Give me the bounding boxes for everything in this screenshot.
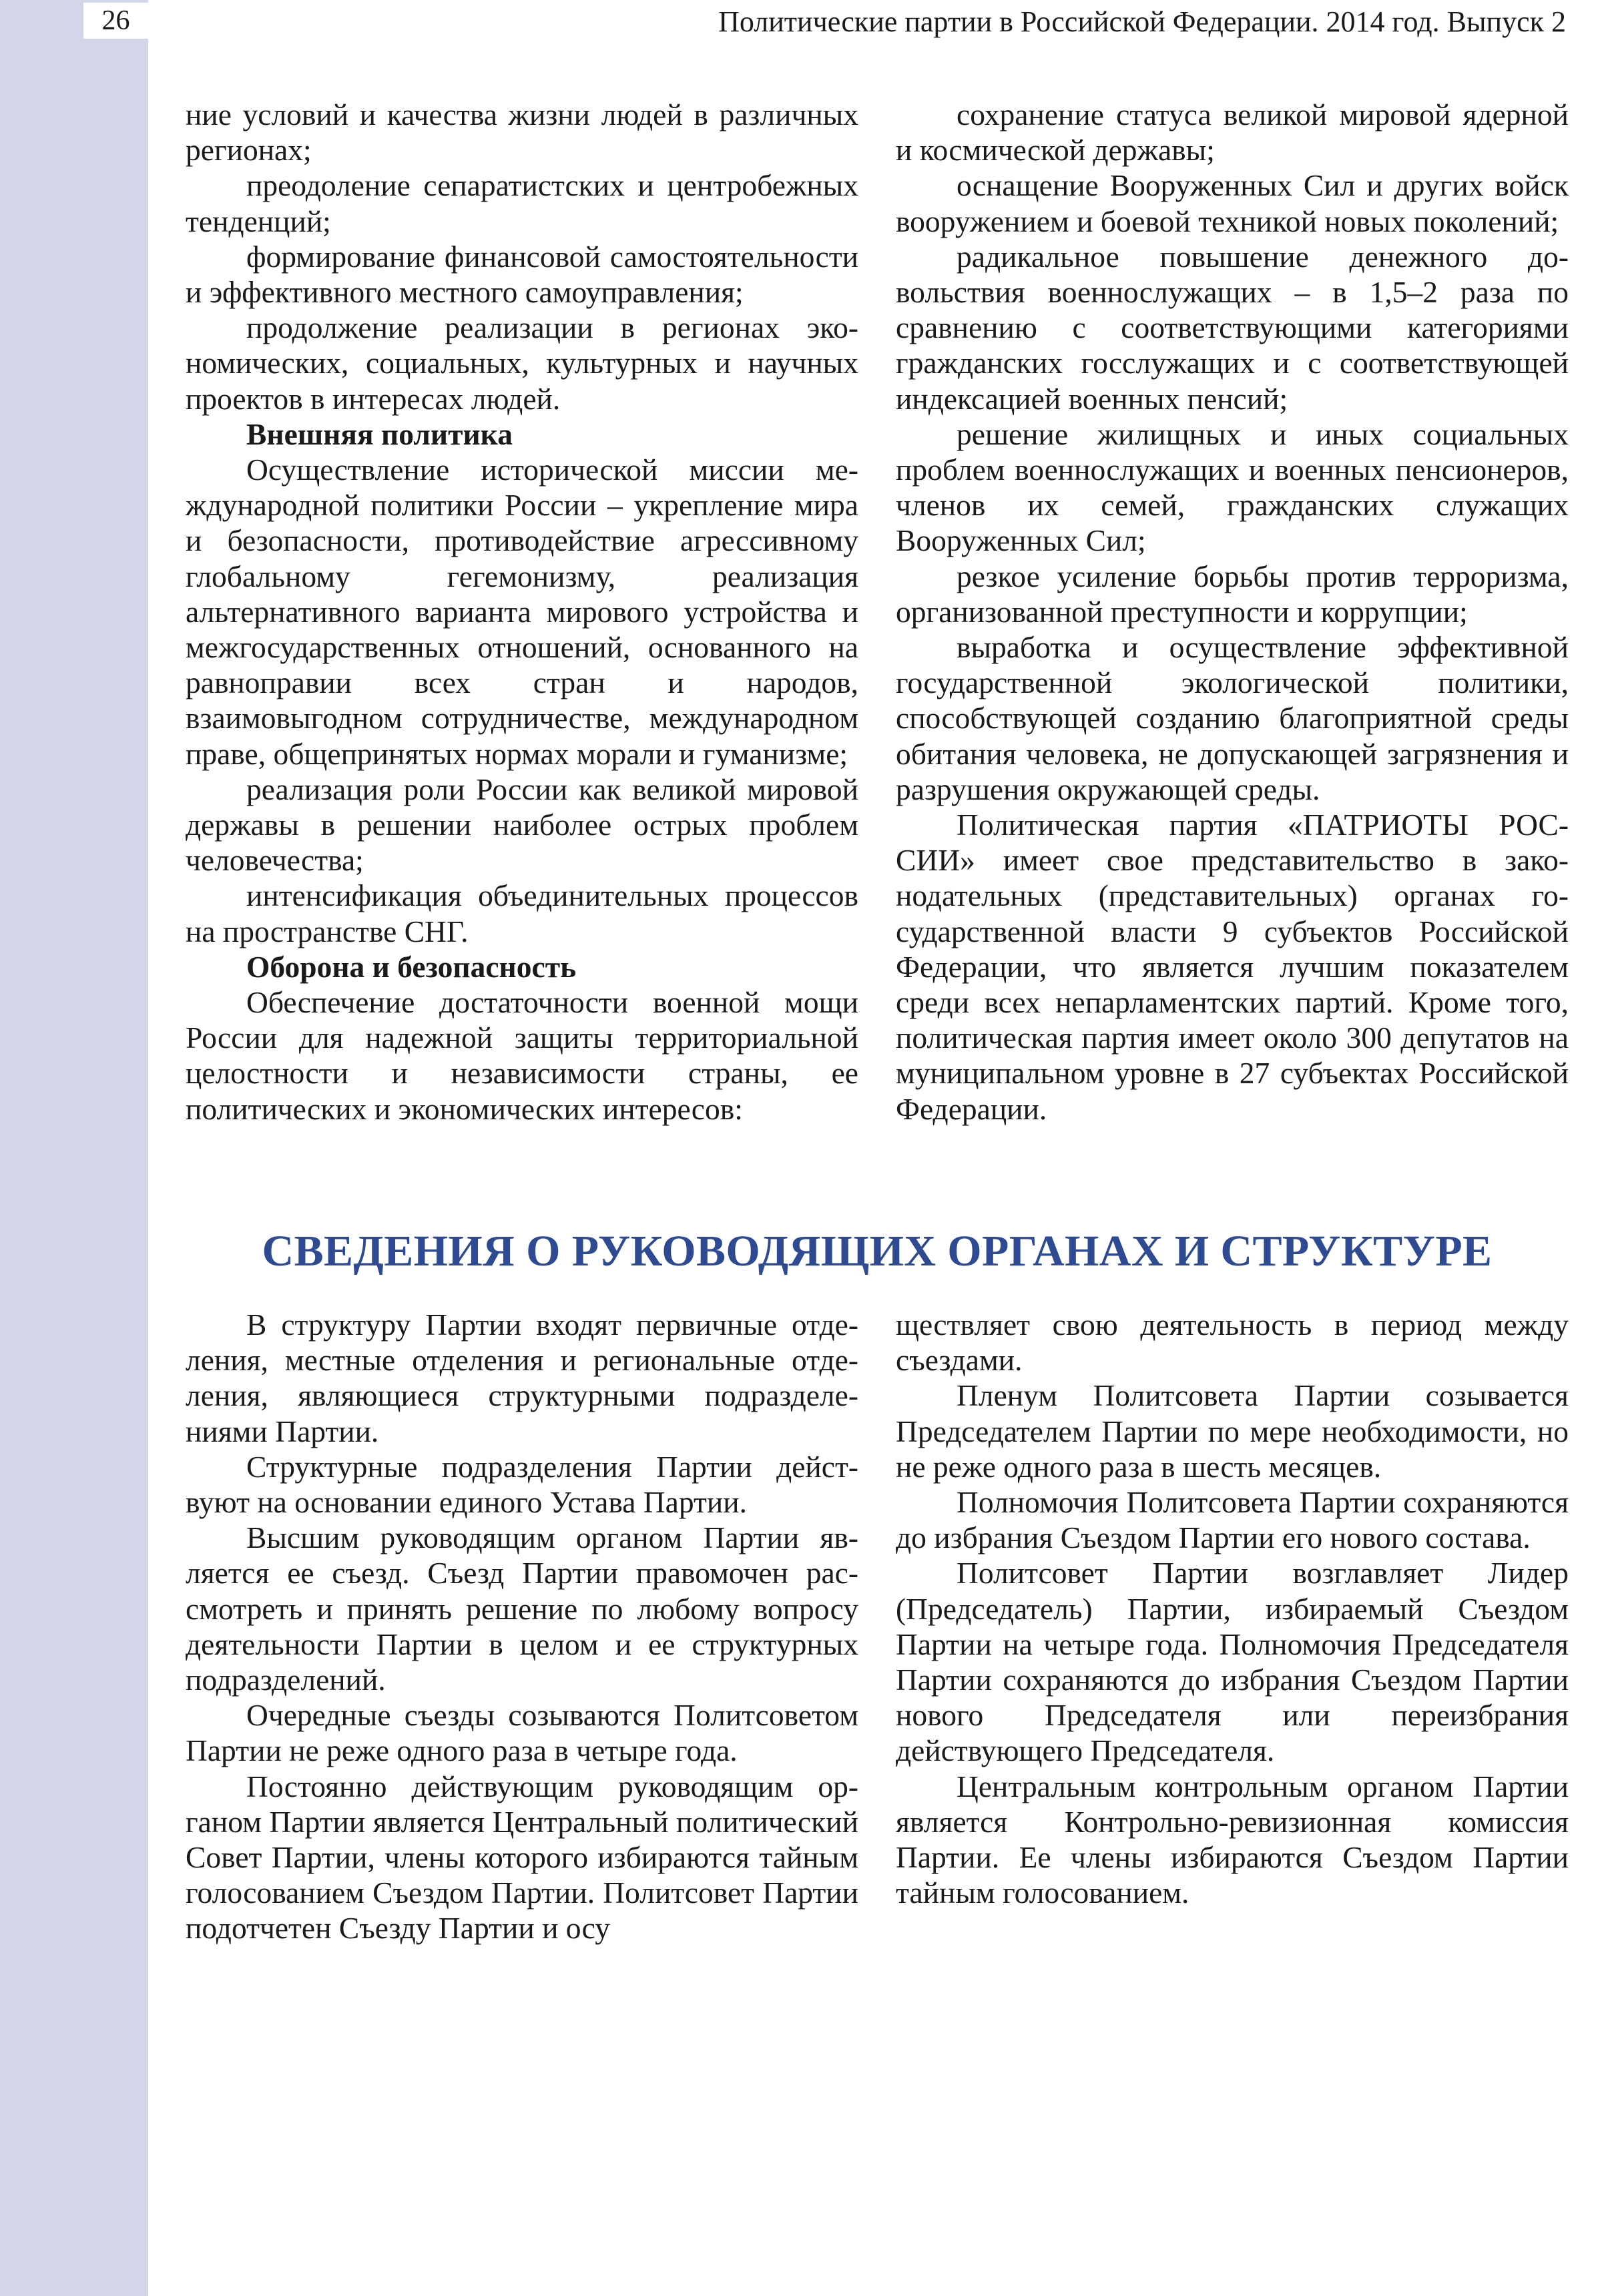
paragraph: ние условий и качества жизни людей в различных регионах; (186, 97, 858, 168)
paragraph: реализация роли России как великой мировой державы в решении наиболее острых проблем человечества; (186, 772, 858, 878)
paragraph: решение жилищных и иных социальных проблем военнослужащих и военных пенсионеров, членов их семей, гражданских служащих Вооруженных Сил; (896, 416, 1569, 558)
page-number: 26 (83, 3, 148, 39)
paragraph: Политсовет Партии возглавляет Лидер (Председатель) Партии, избираемый Съездом Партии на четыре года. Полномочия Председателя Партии сохраняются до избрания Съездом Партии нового Председателя или переизбрания действующего Председателя. (896, 1556, 1569, 1768)
paragraph: ществляет свою деятельность в период между съездами. (896, 1308, 1569, 1378)
paragraph: Очередные съезды созываются Политсоветом Партии не реже одного раза в четыре года. (186, 1698, 858, 1768)
paragraph: формирование финансовой самостоятельности и эффективного местного самоуправления; (186, 239, 858, 310)
top-right-column (896, 97, 1569, 1127)
paragraph: Высшим руководящим органом Партии является ее съезд. Съезд Партии правомочен рассмотреть и принять решение по любому вопросу деятельности Партии в целом и ее структурных подразделений. (186, 1520, 858, 1697)
side-color-band (0, 0, 148, 2296)
paragraph: выработка и осуществление эффективной государственной экологической политики, способствующей созданию благоприятной среды обитания человека, не допускающей загрязнения и разрушения окружающей среды. (896, 630, 1569, 806)
paragraph: Центральным контрольным органом Партии является Контрольно-ревизионная комиссия Партии. Ее члены избираются Съездом Партии тайным голосованием. (896, 1769, 1569, 1910)
paragraph: интенсификация объединительных процессов на пространстве СНГ. (186, 878, 858, 948)
paragraph: резкое усиление борьбы против терроризма, организованной преступности и коррупции; (896, 559, 1569, 629)
paragraph: преодоление сепаратистских и центробежных тенденций; (186, 168, 858, 238)
paragraph: Осуществление исторической миссии международной политики России – укрепление мира и безопасности, противодействие агрессивному глобальному гегемонизму, реализация альтернативного варианта мирового устройства и межгосударственных отношений, основанного на равноправии всех стран и народов, взаимовыгодном сотрудничестве, международном праве, общепринятых нормах морали и гуманизме; (186, 453, 858, 771)
bottom-left-column (186, 1307, 858, 1946)
paragraph: сохранение статуса великой мировой ядерной и космической державы; (896, 97, 1569, 168)
paragraph: В структуру Партии входят первичные отделения, местные отделения и региональные отделения, являющиеся структурными подразделениями Партии. (186, 1308, 858, 1448)
paragraph: оснащение Вооруженных Сил и других войск вооружением и боевой техникой новых поколений; (896, 168, 1569, 238)
paragraph: продолжение реализации в регионах экономических, социальных, культурных и научных проектов в интересах людей. (186, 310, 858, 416)
paragraph: Полномочия Политсовета Партии сохраняются до избрания Съездом Партии его нового состава. (896, 1485, 1569, 1555)
top-left-column (186, 97, 858, 1127)
section-heading: СВЕДЕНИЯ О РУКОВОДЯЩИХ ОРГАНАХ И СТРУКТУРЕ (262, 1227, 1493, 1275)
subsection-heading: Внешняя политика (246, 416, 513, 451)
running-header: Политические партии в Российской Федерации. 2014 год. Выпуск 2 (718, 5, 1566, 38)
paragraph: Политическая партия «ПАТРИОТЫ РОССИИ» имеет свое представительство в законодательных (представительных) органах государственной власти 9 субъектов Российской Федерации, что является лучшим показателем среди всех непарламентских партий. Кроме того, политическая партия имеет около 300 депутатов на муниципальном уровне в 27 субъектах Российской Федерации. (896, 808, 1569, 1126)
paragraph: Постоянно действующим руководящим органом Партии является Центральный политический Совет Партии, члены которого избираются тайным голосованием Съездом Партии. Политсовет Партии подотчетен Съезду Партии и осу (186, 1769, 858, 1946)
paragraph: Пленум Политсовета Партии созывается Председателем Партии по мере необходимости, но не реже одного раза в шесть месяцев. (896, 1378, 1569, 1484)
bottom-right-column (896, 1307, 1569, 1910)
subsection-heading: Оборона и безопасность (246, 949, 577, 984)
paragraph: Структурные подразделения Партии действуют на основании единого Устава Партии. (186, 1449, 858, 1520)
paragraph: Обеспечение достаточности военной мощи России для надежной защиты территориальной целостности и независимости страны, ее политических и экономических интересов: (186, 985, 858, 1126)
paragraph: радикальное повышение денежного довольствия военнослужащих – в 1,5–2 раза по сравнению с соответствующими категориями гражданских госслужащих и с соответствующей индексацией военных пенсий; (896, 239, 1569, 416)
